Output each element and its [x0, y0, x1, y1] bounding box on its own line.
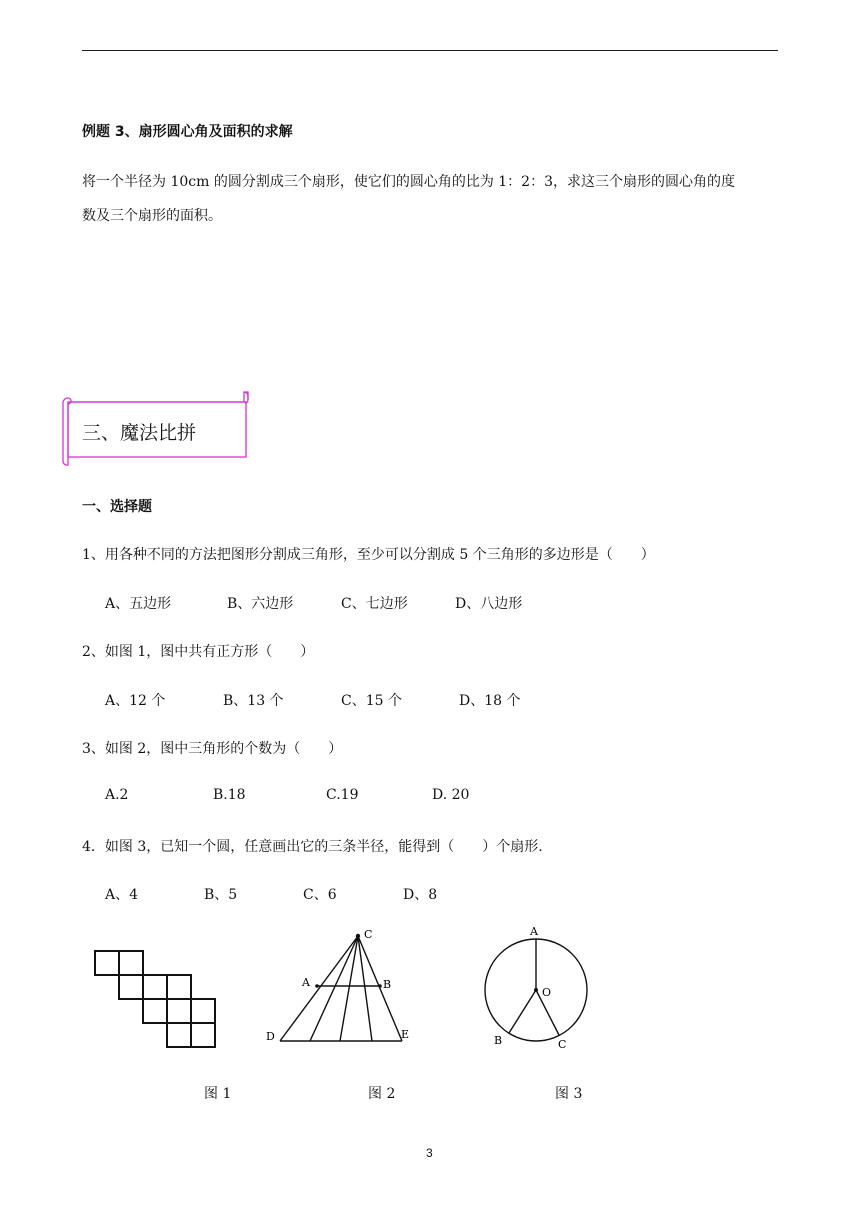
q3-option-d: D. 20: [432, 787, 470, 803]
q3-option-a: A.2: [105, 787, 129, 803]
page-number: 3: [426, 1146, 433, 1160]
q3-option-b: B.18: [213, 787, 246, 803]
fig3-label-b: B: [494, 1034, 503, 1047]
example-line-1: 将一个半径为 10cm 的圆分割成三个扇形，使它们的圆心角的比为 1：2：3，求这三个扇形的圆心角的度: [82, 174, 736, 190]
q2-option-b: B、13 个: [223, 693, 284, 709]
q3-option-c: C.19: [326, 787, 359, 803]
fig3-label-o: O: [542, 986, 552, 999]
header-rule: [82, 50, 778, 51]
fig3-label-c: C: [558, 1038, 567, 1051]
figure-2-caption: 图 2: [368, 1086, 396, 1102]
section-heading: 一、选择题: [82, 499, 152, 515]
q2-option-a: A、12 个: [105, 693, 166, 709]
fig2-label-a: A: [302, 976, 310, 989]
fig2-label-b: B: [383, 978, 392, 991]
q4-option-a: A、4: [105, 887, 139, 903]
fig2-label-c: C: [364, 928, 373, 941]
example-heading: 例题 3、扇形圆心角及面积的求解: [82, 124, 293, 140]
fig3-label-a: A: [530, 925, 538, 938]
q4-option-d: D、8: [403, 887, 438, 903]
example-line-2: 数及三个扇形的面积。: [82, 208, 222, 224]
fig2-label-d: D: [266, 1030, 275, 1043]
question-4-stem: 4．如图 3，已知一个圆，任意画出它的三条半径，能得到（ ）个扇形.: [82, 839, 543, 855]
q1-option-d: D、八边形: [455, 596, 523, 612]
q1-option-b: B、六边形: [227, 596, 294, 612]
question-1-stem: 1、用各种不同的方法把图形分割成三角形，至少可以分割成 5 个三角形的多边形是（ ）: [82, 547, 655, 563]
figure-3-caption: 图 3: [555, 1086, 583, 1102]
figure-1-squares: [90, 946, 220, 1052]
figure-2-triangle: [262, 924, 418, 1048]
banner-title: 三、魔法比拼: [82, 422, 197, 444]
figure-1-caption: 图 1: [204, 1086, 232, 1102]
q4-option-c: C、6: [303, 887, 337, 903]
question-3-stem: 3、如图 2，图中三角形的个数为（ ）: [82, 741, 343, 757]
q1-option-c: C、七边形: [341, 596, 408, 612]
figure-3-circle: [480, 922, 592, 1052]
q1-option-a: A、五边形: [105, 596, 172, 612]
q2-option-c: C、15 个: [341, 693, 402, 709]
q4-option-b: B、5: [204, 887, 238, 903]
q2-option-d: D、18 个: [459, 693, 521, 709]
question-2-stem: 2、如图 1，图中共有正方形（ ）: [82, 644, 315, 660]
fig2-label-e: E: [401, 1028, 410, 1041]
